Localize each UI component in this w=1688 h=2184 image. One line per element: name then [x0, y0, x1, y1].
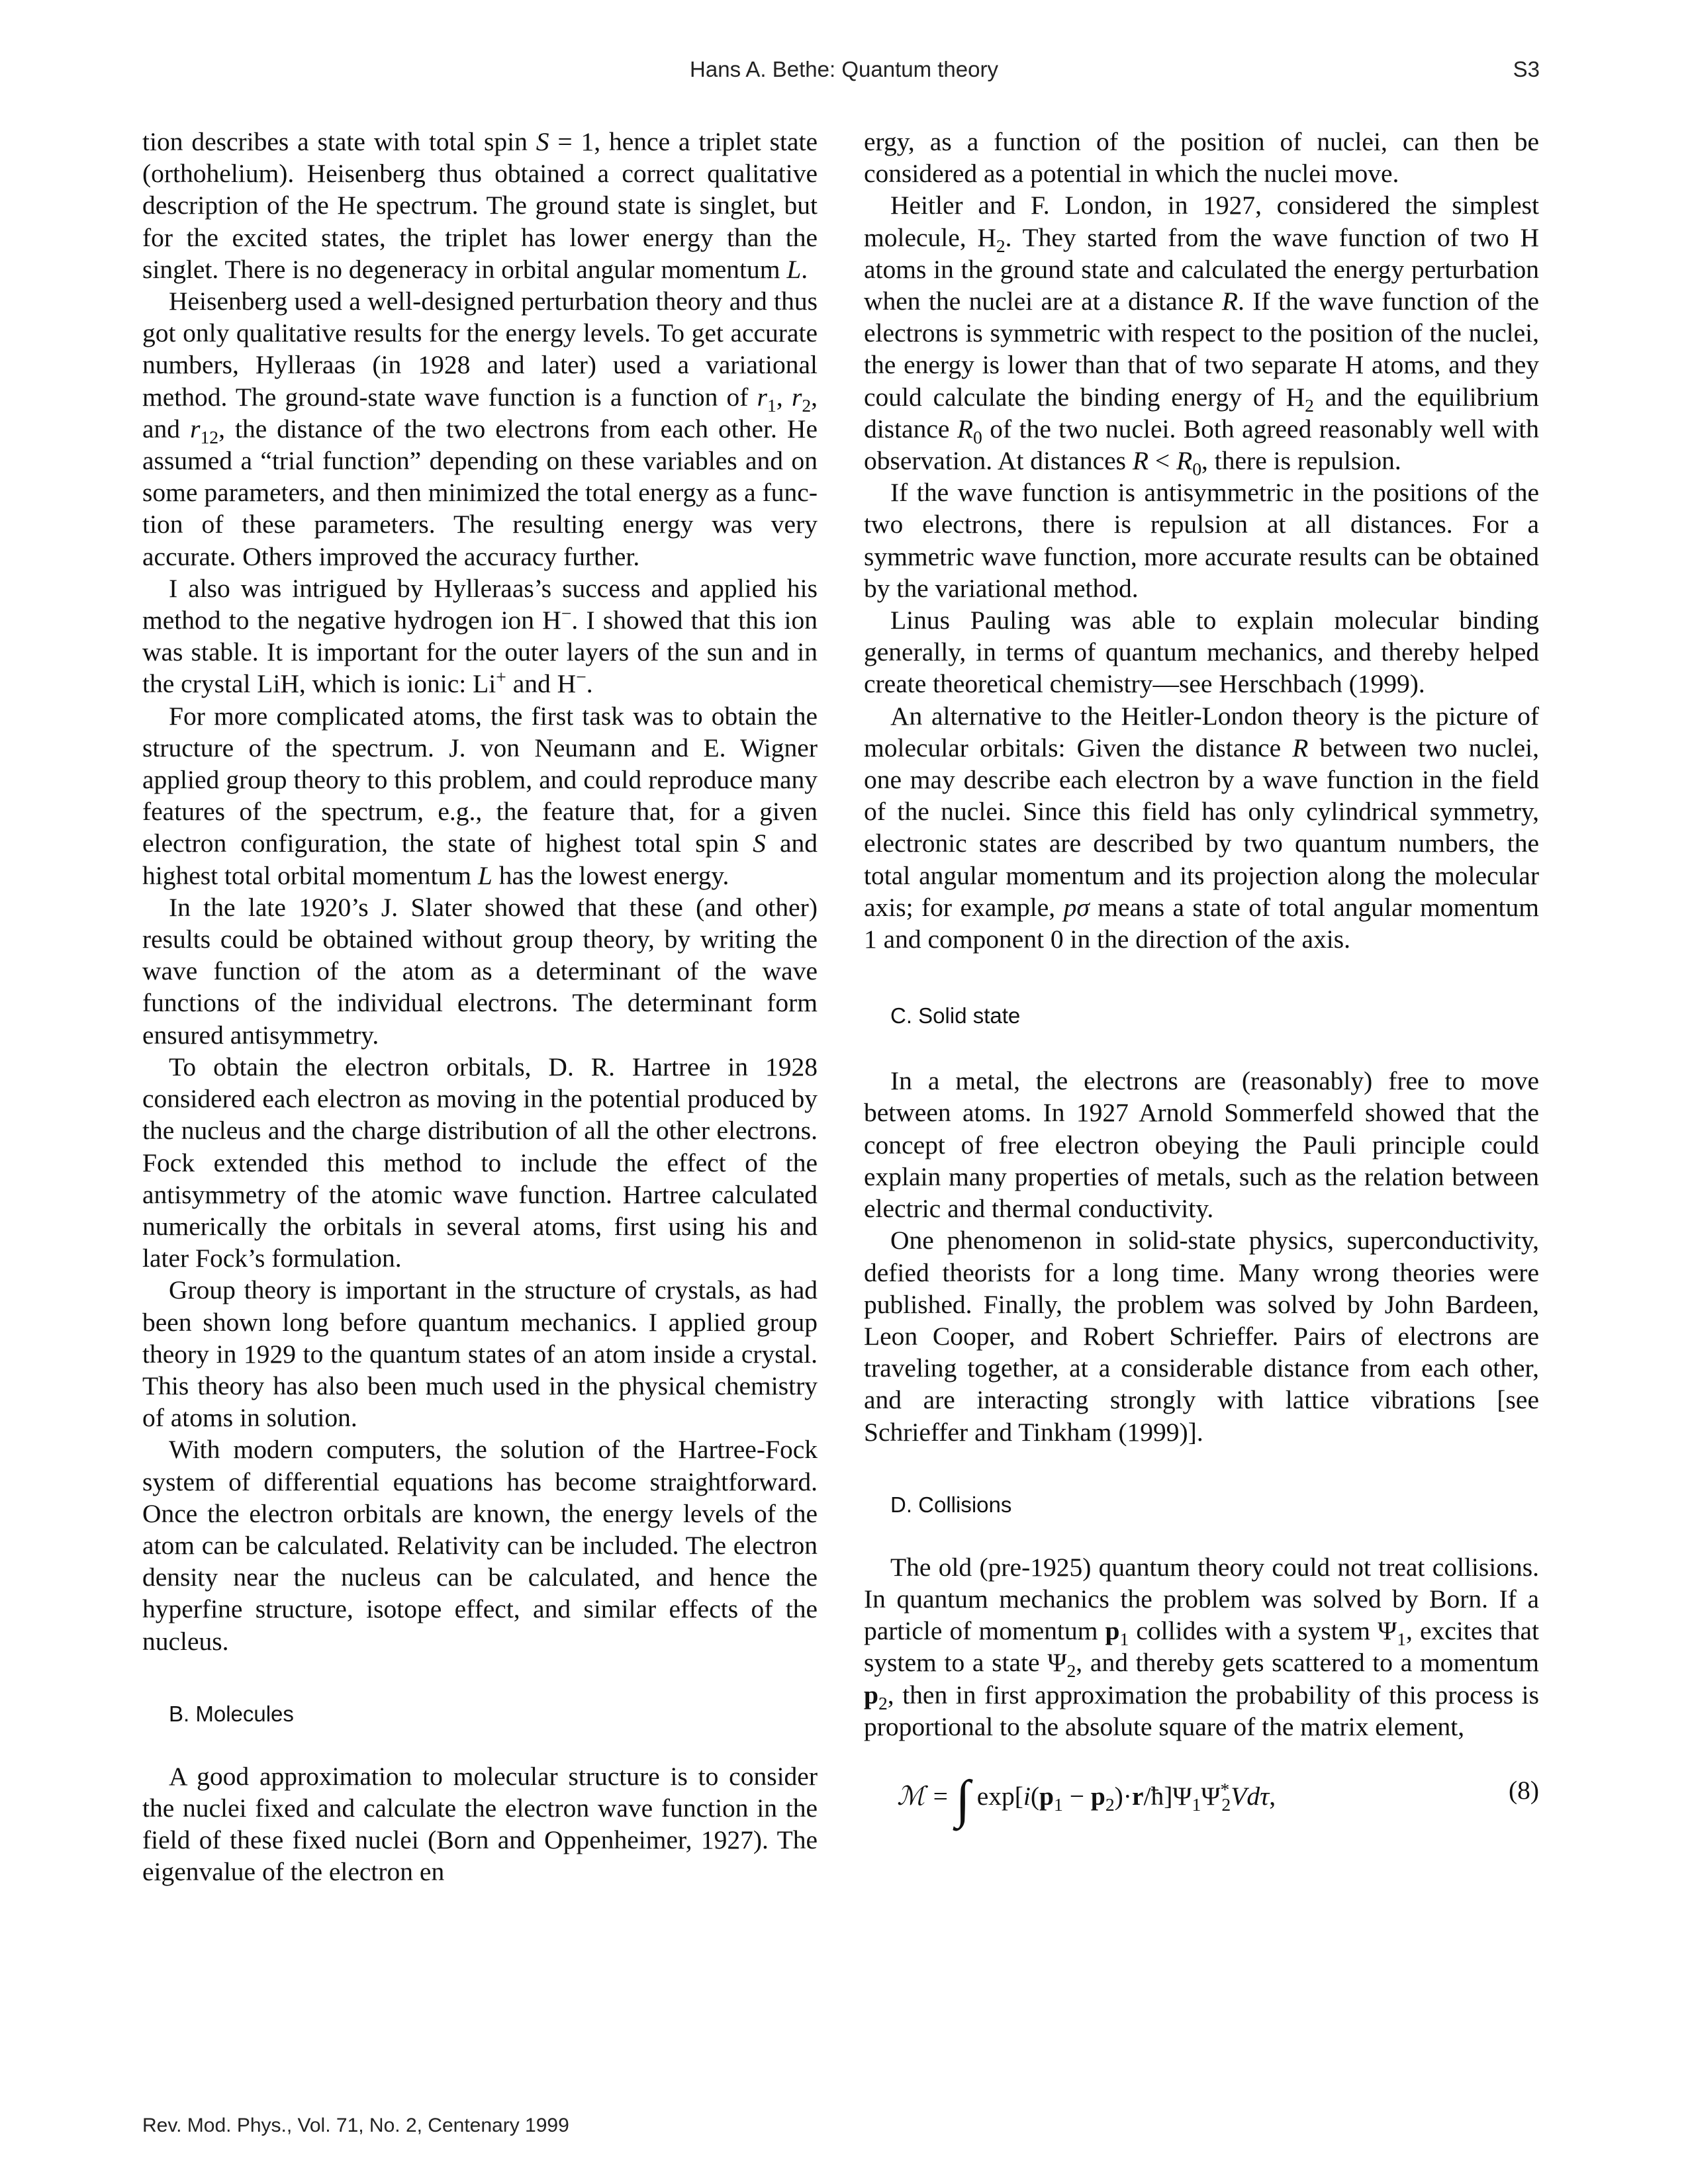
paragraph: Heisenberg used a well-designed perturbation theory and thus got only qualitative results for the energy levels. To get accurate numbers, Hylleraas (in 1928 and later) used a variational method. The ground-state wave function is a function of $r_1$, $r_2$, and $r_{12}$, the distance of the two electrons from each other. He assumed a “trial function” depending on these variables and on some parameters, and then minimized the total energy as a function of these parameters. The resulting energy was very accurate. Others improved the accuracy further.	[142, 287, 818, 571]
paragraph: The old (pre-1925) quantum theory could not treat collisions. In quantum mechanics the problem was solved by Born. If a particle of momentum $p_1$ collides with a system $\Psi_1$, excites that system to a state $\Psi_2$, and thereby gets scattered to a momentum $p_2$, then in first approximation the probability of this process is proportional to the absolute square of the matrix element,	[864, 1552, 1539, 1741]
paragraph: A good approximation to molecular structure is to consider the nuclei fixed and calculate the electron wave function in the field of these fixed nuclei (Born and Oppenheimer, 1927). The eigenvalue of the electron en	[142, 1761, 818, 1887]
paragraph: Linus Pauling was able to explain molecular binding generally, in terms of quantum mechanics, and thereby helped create theoretical chemistry—see Herschbach (1999).	[864, 606, 1539, 699]
left-column	[142, 126, 818, 1888]
equation-body: ℳ = ∫ $\exp[i(p_1$ − $p_2)\cdot r/ħ]\Psi_1\Psi^*_2Vd\tau$,	[897, 1770, 1276, 1829]
paragraph: Group theory is important in the structure of crystals, as had been shown long before quantum mechanics. I applied group theory in 1929 to the quantum states of an atom inside a crystal. This theory has also been much used in the physical chemistry of atoms in solution.	[142, 1275, 818, 1433]
section-heading-molecules: B. Molecules	[169, 1701, 294, 1726]
paragraph: With modern computers, the solution of the Hartree-Fock system of differential equations has become straightforward. Once the electron orbitals are known, the energy levels of the atom can be calculated. Relativity can be included. The electron density near the nucleus can be calculated, and hence the hyperfine structure, isotope effect, and similar effects of the nucleus.	[142, 1435, 818, 1656]
footer-citation: Rev. Mod. Phys., Vol. 71, No. 2, Centenary 1999	[142, 2115, 569, 2136]
paragraph: If the wave function is antisymmetric in the positions of the two electrons, there is repulsion at all distances. For a symmetric wave function, more accurate results can be obtained by the variational method.	[864, 478, 1539, 603]
running-head	[0, 57, 1688, 90]
section-heading-solid-state: C. Solid state	[890, 1003, 1021, 1028]
paragraph: To obtain the electron orbitals, D. R. Hartree in 1928 considered each electron as moving in the potential produced by the nucleus and the charge distribution of all the other electrons. Fock extended this method to include the effect of the antisymmetry of the atomic wave function. Hartree calculated numerically the orbitals in several atoms, first using his and later Fock’s formulation.	[142, 1052, 818, 1273]
paragraph: One phenomenon in solid-state physics, superconductivity, defied theorists for a long time. Many wrong theories were published. Finally, the problem was solved by John Bardeen, Leon Cooper, and Robert Schrieffer. Pairs of electrons are traveling together, at a considerable distance from each other, and are interacting strongly with lattice vibrations [see Schrieffer and Tinkham (1999)].	[864, 1226, 1539, 1447]
paragraph: For more complicated atoms, the first task was to obtain the structure of the spectrum. J. von Neumann and E. Wigner applied group theory to this problem, and could reproduce many features of the spectrum, e.g., the feature that, for a given electron configuration, the state of highest total spin S and highest total orbital momentum L has the lowest energy.	[142, 701, 818, 890]
paragraph: Heitler and F. London, in 1927, considered the simplest molecule, $H_2$. They started from the wave function of two H atoms in the ground state and calculated the energy perturbation when the nuclei are at a distance R. If the wave function of the electrons is symmetric with respect to the position of the nuclei, the energy is lower than that of two separate H atoms, and they could calculate the binding energy of $H_2$ and the equilibrium distance $R_0$ of the two nuclei. Both agreed reasonably well with observation. At distances $R < R_0$, there is repulsion.	[864, 191, 1539, 479]
equation-8	[864, 1764, 1539, 1829]
paragraph: ergy, as a function of the position of nuclei, can then be considered as a potential in which the nuclei move.	[864, 127, 1539, 189]
equation-number: (8)	[1508, 1775, 1539, 1805]
paragraph: In a metal, the electrons are (reasonably) free to move between atoms. In 1927 Arnold Sommerfeld showed that the concept of free electron obeying the Pauli principle could explain many properties of metals, such as the relation between electric and thermal conductivity.	[864, 1066, 1539, 1224]
right-column	[864, 126, 1539, 1829]
paragraph: tion describes a state with total spin S = 1, hence a triplet state (orthohelium). Heisenberg thus obtained a correct qualitative description of the He spectrum. The ground state is singlet, but for the excited states, the triplet has lower energy than the singlet. There is no degeneracy in orbital angular momentum L.	[142, 127, 818, 284]
section-heading-collisions: D. Collisions	[890, 1492, 1012, 1517]
paragraph: In the late 1920’s J. Slater showed that these (and other) results could be obtained without group theory, by writing the wave function of the atom as a determinant of the wave functions of the individual electrons. The determinant form ensured antisymmetry.	[142, 892, 818, 1050]
paragraph: An alternative to the Heitler-London theory is the picture of molecular orbitals: Given the distance R between two nuclei, one may describe each electron by a wave function in the field of the nuclei. Since this field has only cylindrical symmetry, electronic states are described by two quantum numbers, the total angular momentum and its projection along the molecular axis; for example, pσ means a state of total angular momentum 1 and component 0 in the direction of the axis.	[864, 701, 1539, 954]
paragraph: I also was intrigued by Hylleraas’s success and applied his method to the negative hydrogen ion H−. I showed that this ion was stable. It is important for the outer layers of the sun and in the crystal LiH, which is ionic: Li+ and H−.	[142, 573, 818, 699]
page-number: S3	[1513, 57, 1540, 81]
running-title: Hans A. Bethe: Quantum theory	[690, 57, 998, 81]
